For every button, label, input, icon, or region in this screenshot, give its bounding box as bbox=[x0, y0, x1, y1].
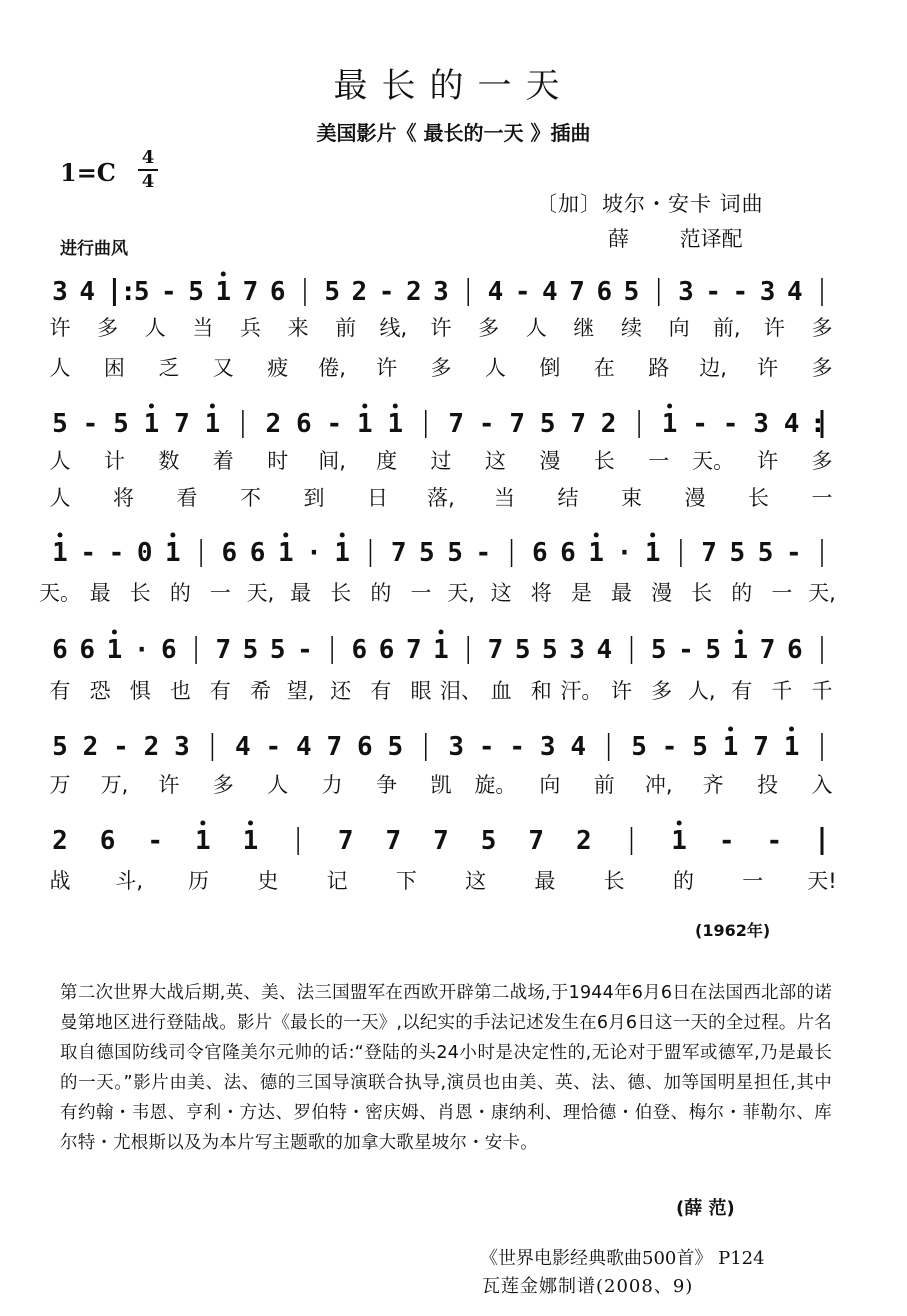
lyric-char: 多 bbox=[212, 773, 234, 797]
lyric-char: 长 bbox=[603, 869, 625, 893]
lyric-char: 入 bbox=[811, 773, 833, 797]
lyric-char: 来 bbox=[287, 316, 309, 340]
note-extension: - bbox=[378, 277, 395, 307]
lyric-char: 人, bbox=[687, 679, 716, 703]
note: 6 bbox=[269, 277, 286, 307]
note: 7 bbox=[569, 277, 585, 307]
lyric-char: 许 bbox=[757, 356, 779, 380]
source-book: 《世界电影经典歌曲500首》 P124 bbox=[480, 1248, 765, 1269]
lyric-char: 的 bbox=[672, 869, 694, 893]
lyric-char: 漫 bbox=[684, 486, 706, 510]
octave-dot bbox=[340, 533, 345, 538]
lyric-char: 的 bbox=[731, 581, 753, 605]
lyric-char: 投 bbox=[757, 773, 779, 797]
story-author: (薛 范) bbox=[676, 1198, 735, 1219]
note: 6 bbox=[351, 635, 368, 665]
lyric-char: 前, bbox=[712, 316, 741, 340]
note: 5 bbox=[692, 732, 708, 762]
lyric-char: 路 bbox=[648, 356, 670, 380]
note: 6 bbox=[52, 635, 68, 665]
note: 3 bbox=[759, 277, 776, 307]
key-signature: 1=C bbox=[60, 158, 116, 187]
lyric-char: 有 bbox=[370, 679, 392, 703]
note: 6 bbox=[99, 826, 116, 856]
octave-dot bbox=[738, 630, 743, 635]
note: 1 bbox=[334, 538, 351, 568]
lyric-char: 泪、 bbox=[440, 679, 483, 703]
note: 4 bbox=[487, 277, 504, 307]
lyric-char: 和 bbox=[530, 679, 552, 703]
octave-dot bbox=[149, 404, 154, 409]
lyric-char: 间, bbox=[318, 449, 346, 473]
note: 7 bbox=[487, 635, 504, 665]
note: 3 bbox=[433, 277, 449, 307]
lyric-char: 在 bbox=[593, 356, 615, 380]
lyric-char: 束 bbox=[621, 486, 642, 510]
note: 3 bbox=[569, 635, 585, 665]
lyric-char: 倒 bbox=[539, 356, 561, 380]
lyric-char: 汗。 bbox=[560, 679, 603, 703]
note: 7 bbox=[242, 277, 259, 307]
lyric-char: 许 bbox=[757, 449, 779, 473]
note-extension: - bbox=[661, 732, 678, 762]
note: 2 bbox=[82, 732, 99, 762]
note-extension: - bbox=[82, 409, 99, 439]
note: 5 bbox=[387, 732, 404, 762]
song-title: 最长的一天 bbox=[333, 66, 574, 106]
note: 7 bbox=[528, 826, 545, 856]
lyric-char: 人 bbox=[49, 449, 71, 473]
note: 1 bbox=[433, 635, 449, 665]
lyric-char: 也 bbox=[169, 679, 191, 703]
note-extension: - bbox=[732, 277, 749, 307]
lyric-char: 战 bbox=[49, 869, 71, 893]
lyric-char: 又 bbox=[212, 356, 234, 380]
lyric-char: 兵 bbox=[240, 316, 261, 340]
note-extension: - bbox=[108, 538, 125, 568]
note: 5 bbox=[623, 277, 640, 307]
note: 6 bbox=[560, 538, 576, 568]
note: 1 bbox=[195, 826, 211, 856]
note: 5 bbox=[52, 409, 68, 439]
note-dot: · bbox=[306, 538, 322, 568]
lyric-char: 人 bbox=[144, 316, 166, 340]
note: 1 bbox=[242, 826, 259, 856]
note: 1 bbox=[387, 409, 404, 439]
lyric-char: 乏 bbox=[158, 356, 180, 380]
lyric-char: 天, bbox=[808, 581, 836, 605]
lyric-char: 长 bbox=[129, 581, 151, 605]
lyric-char: 有 bbox=[209, 679, 231, 703]
lyric-char: 向 bbox=[668, 316, 690, 340]
note: 5 bbox=[514, 635, 531, 665]
note: 5 bbox=[419, 538, 435, 568]
note: 5 bbox=[242, 635, 259, 665]
octave-dot bbox=[439, 630, 444, 635]
note: 7 bbox=[433, 826, 449, 856]
lyric-char: 还 bbox=[330, 679, 352, 703]
lyric-char: 许 bbox=[158, 773, 180, 797]
note-dot: · bbox=[133, 635, 150, 665]
lyric-char: 惧 bbox=[129, 679, 151, 703]
note: 7 bbox=[448, 409, 465, 439]
note: 4 bbox=[296, 732, 312, 762]
octave-dot bbox=[248, 821, 253, 826]
time-signature-top: 4 bbox=[141, 147, 155, 168]
lyric-char: 将 bbox=[113, 486, 134, 510]
note: 7 bbox=[570, 409, 586, 439]
note: 7 bbox=[701, 538, 717, 568]
note-extension: - bbox=[514, 277, 531, 307]
lyric-char: 长 bbox=[691, 581, 713, 605]
lyric-char: 眼 bbox=[410, 679, 432, 703]
lyric-char: 千 bbox=[811, 679, 833, 703]
lyric-char: 冲, bbox=[644, 773, 673, 797]
lyric-char: 倦, bbox=[318, 356, 346, 380]
note: 6 bbox=[356, 732, 373, 762]
note: 7 bbox=[337, 826, 354, 856]
octave-dot bbox=[362, 404, 367, 409]
note: 6 bbox=[596, 277, 613, 307]
repeat-sign: : bbox=[810, 409, 826, 439]
lyric-char: 多 bbox=[478, 316, 500, 340]
lyric-char: 血 bbox=[490, 679, 512, 703]
lyric-char: 度 bbox=[376, 449, 398, 473]
octave-dot bbox=[667, 404, 672, 409]
lyric-char: 历 bbox=[188, 869, 210, 893]
lyric-char: 有 bbox=[731, 679, 753, 703]
note-extension: - bbox=[509, 732, 526, 762]
lyric-char: 万, bbox=[100, 773, 129, 797]
note: 3 bbox=[174, 732, 190, 762]
note: 1 bbox=[52, 538, 68, 568]
octave-dot bbox=[58, 533, 63, 538]
credit-translator: 薛 范译配 bbox=[608, 227, 743, 251]
octave-dot bbox=[789, 727, 794, 732]
note: 2 bbox=[52, 826, 68, 856]
lyric-char: 希 bbox=[250, 679, 272, 703]
source-maker: 瓦莲金娜制谱(2008、9) bbox=[482, 1276, 694, 1297]
note: 2 bbox=[265, 409, 282, 439]
lyric-char: 天! bbox=[807, 869, 837, 893]
song-subtitle: 美国影片《 最长的一天 》插曲 bbox=[316, 121, 591, 145]
note-extension: - bbox=[678, 635, 694, 665]
note: 1 bbox=[722, 732, 739, 762]
note: 7 bbox=[390, 538, 407, 568]
lyric-char: 凯 bbox=[430, 773, 452, 797]
lyric-char: 数 bbox=[158, 449, 180, 473]
note: 5 bbox=[757, 538, 774, 568]
lyric-char: 多 bbox=[430, 356, 452, 380]
note: 5 bbox=[324, 277, 340, 307]
note-dot: · bbox=[616, 538, 633, 568]
time-signature-bottom: 4 bbox=[141, 171, 155, 192]
note-extension: - bbox=[80, 538, 97, 568]
lyric-char: 最 bbox=[534, 869, 556, 893]
note: 5 bbox=[113, 409, 129, 439]
lyric-char: 天。 bbox=[39, 581, 81, 605]
note: 7 bbox=[759, 635, 776, 665]
lyric-char: 继 bbox=[573, 316, 595, 340]
year-label: (1962年) bbox=[695, 921, 771, 940]
lyric-char: 的 bbox=[169, 581, 191, 605]
note: 4 bbox=[79, 277, 96, 307]
note: 2 bbox=[143, 732, 160, 762]
lyric-char: 是 bbox=[570, 581, 592, 605]
note: 7 bbox=[753, 732, 769, 762]
lyric-char: 许 bbox=[763, 316, 785, 340]
repeat-sign: : bbox=[120, 277, 137, 307]
lyric-char: 漫 bbox=[539, 449, 561, 473]
note-extension: - bbox=[161, 277, 177, 307]
lyric-char: 漫 bbox=[651, 581, 673, 605]
note: 1 bbox=[356, 409, 373, 439]
note-extension: - bbox=[265, 732, 282, 762]
lyric-char: 前 bbox=[593, 773, 615, 797]
lyric-char: 的 bbox=[370, 581, 392, 605]
lyric-char: 恐 bbox=[89, 679, 111, 703]
note: 1 bbox=[277, 538, 294, 568]
lyric-char: 人 bbox=[49, 356, 71, 380]
note: 5 bbox=[188, 277, 204, 307]
note-extension: - bbox=[326, 409, 343, 439]
octave-dot bbox=[283, 533, 288, 538]
note: 6 bbox=[161, 635, 177, 665]
note: 6 bbox=[249, 538, 266, 568]
lyric-char: 最 bbox=[610, 581, 632, 605]
note-extension: - bbox=[147, 826, 164, 856]
lyric-char: 一 bbox=[742, 869, 764, 893]
lyric-char: 多 bbox=[811, 316, 833, 340]
octave-dot bbox=[594, 533, 599, 538]
lyric-char: 到 bbox=[303, 486, 325, 510]
note: 4 bbox=[542, 277, 558, 307]
note: 4 bbox=[786, 277, 803, 307]
lyric-char: 多 bbox=[811, 449, 833, 473]
note: 3 bbox=[678, 277, 694, 307]
note: 4 bbox=[783, 409, 800, 439]
note: 5 bbox=[269, 635, 286, 665]
lyric-char: 多 bbox=[651, 679, 673, 703]
note-extension: - bbox=[297, 635, 313, 665]
lyric-char: 有 bbox=[49, 679, 71, 703]
lyric-char: 望, bbox=[286, 679, 315, 703]
lyric-char: 长 bbox=[748, 486, 769, 510]
note: 1 bbox=[106, 635, 123, 665]
lyric-char: 万 bbox=[49, 773, 71, 797]
lyric-char: 一 bbox=[771, 581, 793, 605]
note-extension: - bbox=[478, 409, 495, 439]
lyric-char: 许 bbox=[430, 316, 452, 340]
lyric-char: 许 bbox=[49, 316, 71, 340]
note-extension: - bbox=[766, 826, 783, 856]
lyric-char: 千 bbox=[771, 679, 793, 703]
lyric-char: 这 bbox=[465, 869, 487, 893]
lyric-char: 当 bbox=[192, 316, 214, 340]
note: 5 bbox=[539, 409, 556, 439]
note-extension: - bbox=[705, 277, 721, 307]
lyric-char: 线, bbox=[379, 316, 408, 340]
lyric-char: 力 bbox=[321, 773, 343, 797]
note: 5 bbox=[52, 732, 68, 762]
note: 6 bbox=[531, 538, 548, 568]
note: 1 bbox=[661, 409, 678, 439]
lyric-char: 将 bbox=[530, 581, 552, 605]
note-extension: - bbox=[478, 732, 495, 762]
octave-dot bbox=[112, 630, 117, 635]
note: 2 bbox=[600, 409, 617, 439]
octave-dot bbox=[200, 821, 205, 826]
lyric-char: 人 bbox=[49, 486, 71, 510]
lyric-char: 当 bbox=[494, 486, 515, 510]
lyric-char: 看 bbox=[176, 486, 198, 510]
note: 4 bbox=[570, 732, 586, 762]
lyric-char: 长 bbox=[330, 581, 352, 605]
note-extension: - bbox=[718, 826, 735, 856]
note: 1 bbox=[644, 538, 661, 568]
octave-dot bbox=[221, 272, 226, 277]
octave-dot bbox=[677, 821, 682, 826]
lyric-char: 人 bbox=[525, 316, 547, 340]
note: 6 bbox=[296, 409, 312, 439]
lyric-char: 计 bbox=[103, 449, 125, 473]
note: 6 bbox=[221, 538, 238, 568]
lyric-char: 边, bbox=[699, 356, 727, 380]
lyric-char: 多 bbox=[811, 356, 833, 380]
note: 3 bbox=[539, 732, 556, 762]
lyric-char: 人 bbox=[484, 356, 506, 380]
tempo-style: 进行曲风 bbox=[60, 239, 128, 259]
note: 7 bbox=[326, 732, 343, 762]
note: 1 bbox=[671, 826, 687, 856]
lyric-char: 一 bbox=[209, 581, 231, 605]
note: 1 bbox=[204, 409, 221, 439]
note: 7 bbox=[405, 635, 422, 665]
lyric-char: 最 bbox=[89, 581, 111, 605]
lyric-char: 人 bbox=[267, 773, 289, 797]
note: 5 bbox=[631, 732, 647, 762]
note: 1 bbox=[732, 635, 749, 665]
note: 5 bbox=[729, 538, 746, 568]
note: 5 bbox=[650, 635, 667, 665]
note: 1 bbox=[215, 277, 232, 307]
octave-dot bbox=[650, 533, 655, 538]
note: 7 bbox=[385, 826, 402, 856]
lyric-char: 前 bbox=[335, 316, 357, 340]
lyric-char: 多 bbox=[97, 316, 119, 340]
note: 7 bbox=[174, 409, 190, 439]
lyric-char: 许 bbox=[610, 679, 632, 703]
lyric-char: 过 bbox=[430, 449, 452, 473]
note: 3 bbox=[753, 409, 769, 439]
note: 4 bbox=[235, 732, 251, 762]
note: 5 bbox=[447, 538, 463, 568]
note: 5 bbox=[133, 277, 150, 307]
note-extension: - bbox=[692, 409, 708, 439]
note: 7 bbox=[215, 635, 232, 665]
lyric-char: 最 bbox=[290, 581, 312, 605]
note: 6 bbox=[79, 635, 96, 665]
note: 2 bbox=[405, 277, 422, 307]
lyric-char: 着 bbox=[212, 449, 234, 473]
lyric-char: 天, bbox=[246, 581, 275, 605]
note-extension: - bbox=[113, 732, 129, 762]
note: 7 bbox=[509, 409, 526, 439]
lyric-char: 齐 bbox=[702, 773, 724, 797]
lyric-char: 一 bbox=[811, 486, 833, 510]
lyric-char: 天。 bbox=[692, 449, 735, 473]
lyric-char: 续 bbox=[621, 316, 642, 340]
lyric-char: 下 bbox=[395, 869, 417, 893]
note: 5 bbox=[542, 635, 558, 665]
lyric-char: 史 bbox=[257, 869, 279, 893]
note: 6 bbox=[786, 635, 803, 665]
lyric-char: 一 bbox=[648, 449, 670, 473]
lyric-char: 不 bbox=[240, 486, 261, 510]
octave-dot bbox=[728, 727, 733, 732]
note: 5 bbox=[705, 635, 721, 665]
lyric-char: 斗, bbox=[115, 869, 144, 893]
lyric-char: 这 bbox=[484, 449, 506, 473]
lyric-char: 疲 bbox=[267, 356, 289, 380]
note-extension: - bbox=[785, 538, 802, 568]
lyric-char: 时 bbox=[267, 449, 289, 473]
lyric-char: 记 bbox=[326, 869, 348, 893]
lyric-char: 旋。 bbox=[474, 773, 517, 797]
lyric-char: 向 bbox=[539, 773, 561, 797]
lyric-char: 日 bbox=[367, 486, 388, 510]
story-paragraph: 第二次世界大战后期,英、美、法三国盟军在西欧开辟第二战场,于1944年6月6日在法国西北部的诺曼第地区进行登陆战。影片《最长的一天》,以纪实的手法记述发生在6月6日这一天的全过程。片名取自德国防线司令官隆美尔元帅的话:“登陆的头24小时是决定性的,无论对于盟军或德军,乃是最长的一天。”影片由美、法、德的三国导演联合执导,演员也由美、英、法、德、加等国明星担任,其中有约翰・韦恩、亨利・方达、罗伯特・密庆姆、肖恩・康纳利、理恰德・伯登、梅尔・菲勒尔、库尔特・尤根斯以及为本片写主题歌的加拿大歌星坡尔・安卡。 bbox=[60, 983, 832, 1153]
lyric-char: 一 bbox=[410, 581, 432, 605]
note: 6 bbox=[378, 635, 395, 665]
lyric-char: 这 bbox=[490, 581, 512, 605]
octave-dot bbox=[393, 404, 398, 409]
lyric-char: 许 bbox=[376, 356, 398, 380]
lyric-char: 长 bbox=[593, 449, 615, 473]
note: 3 bbox=[448, 732, 465, 762]
note-extension: - bbox=[475, 538, 492, 568]
octave-dot bbox=[170, 533, 175, 538]
note: 0 bbox=[136, 538, 153, 568]
note: 1 bbox=[783, 732, 800, 762]
note: 5 bbox=[480, 826, 497, 856]
lyric-char: 结 bbox=[557, 486, 579, 510]
note: 1 bbox=[143, 409, 160, 439]
lyric-char: 落, bbox=[427, 486, 455, 510]
lyric-char: 争 bbox=[376, 773, 398, 797]
note: 3 bbox=[52, 277, 68, 307]
note-extension: - bbox=[722, 409, 739, 439]
note: 2 bbox=[351, 277, 368, 307]
note: 1 bbox=[588, 538, 605, 568]
note: 4 bbox=[596, 635, 613, 665]
note: 1 bbox=[165, 538, 181, 568]
credit-writer: 〔加〕坡尔・安卡 词曲 bbox=[536, 192, 764, 216]
octave-dot bbox=[210, 404, 215, 409]
lyric-char: 天, bbox=[447, 581, 475, 605]
note: 2 bbox=[576, 826, 592, 856]
lyric-char: 困 bbox=[103, 356, 125, 380]
